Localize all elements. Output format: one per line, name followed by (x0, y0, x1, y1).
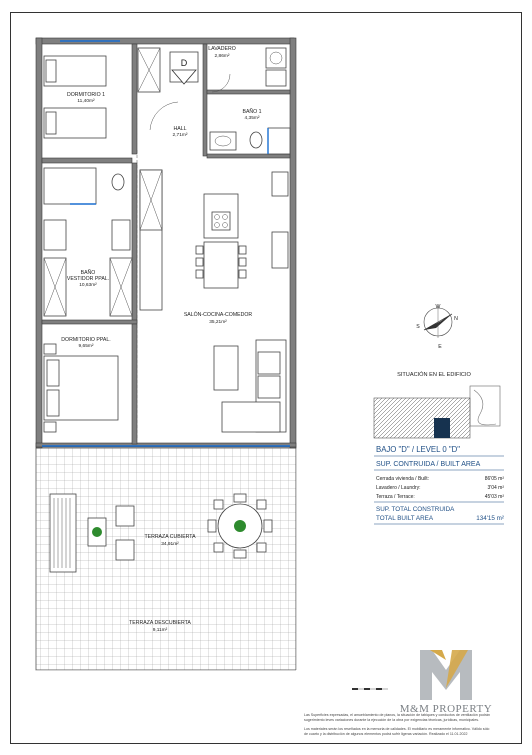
sofa-seat-1 (258, 352, 280, 374)
room-salon-cocina-comedor: SALÓN-COCINA-COMEDOR (183, 312, 253, 318)
total-value: 134'15 m² (476, 515, 504, 522)
sofa-seat-2 (258, 376, 280, 398)
east-cabinet-2 (272, 232, 288, 268)
bath1-shower (268, 128, 290, 154)
total-heading-es: SUP. TOTAL CONSTRUIDA (376, 506, 455, 513)
armchair-1 (116, 506, 134, 526)
site-plan-thumbnail (370, 384, 502, 440)
area-hall: 2,71m² (172, 133, 188, 138)
compass-n: N (454, 316, 458, 322)
area-dormitorio-1: 11,40m² (77, 99, 95, 104)
built-area-heading: SUP. CONTRUIDA / BUILT AREA (376, 461, 481, 468)
disclaimer-line-3: Los materiales serán los reseñados en la memoria de calidades. El mobiliario es meramente informativo. Válido sólo (304, 727, 490, 731)
compass-e: E (438, 344, 442, 350)
room-lavadero: LAVADERO (208, 46, 236, 52)
dining-table (204, 242, 238, 288)
area-terraza-descubierta: 9,11m² (152, 628, 168, 633)
room-bano-1: BAÑO 1 (242, 109, 262, 115)
compass-s: S (416, 324, 420, 330)
bath1-toilet (250, 132, 262, 148)
disclaimer-line-1: Las Superficies expresadas, el amueblamiento de planos, la situación de tabiques y conductos de ventilación podrán (304, 713, 490, 717)
area-dormitorio-pfal: 9,65m² (78, 344, 94, 349)
room-terraza-descubierta: TERRAZA DESCUBIERTA (129, 620, 191, 626)
wall-bathpfal-east (132, 163, 137, 323)
brand-name: M&M PROPERTY (399, 703, 493, 715)
area-salon: 35,21m² (209, 320, 227, 325)
wall-bath1-south (207, 154, 290, 158)
row-1-label: Cerrada vivienda / Built: (376, 476, 430, 482)
wall-master-east (132, 324, 137, 444)
wall-bathpfal-south (42, 320, 137, 324)
area-terraza-cubierta: 34,91m² (161, 542, 179, 547)
wall-dorm1-east (132, 44, 137, 154)
sofa-chaise (222, 402, 280, 432)
east-cabinet-1 (272, 172, 288, 196)
mm-property-logo (420, 650, 472, 700)
disclaimer-line-4: de cuarto y la distribución de algunos elementos podrá sufrir ligeras variación. Realizado el 11.01.2022 (304, 732, 468, 736)
room-terraza-cubierta: TERRAZA CUBIERTA (144, 534, 196, 540)
row-2-label: Lavadero / Laundry: (376, 485, 421, 491)
nightstand-2 (44, 422, 56, 432)
nightstand-1 (44, 344, 56, 354)
pfal-vanity-right (112, 220, 130, 250)
row-1-value: 86'05 m² (484, 476, 504, 482)
room-dormitorio-1: DORMITORIO 1 (67, 92, 105, 98)
compass-icon (424, 306, 452, 338)
pfal-vanity-left (44, 220, 66, 250)
situation-title: SITUACIÓN EN EL EDIFICIO (397, 372, 471, 378)
bed-1a-pillow (46, 60, 56, 82)
coffee-table (214, 346, 238, 390)
west-wall (36, 38, 42, 448)
row-3-value: 45'03 m² (484, 494, 504, 500)
armchair-2 (116, 540, 134, 560)
compass-w: W (435, 304, 441, 310)
bath1-vanity (210, 132, 236, 150)
room-hall: HALL (173, 126, 187, 132)
area-bano-vestidor: 10,63m² (79, 283, 97, 288)
washer (266, 48, 286, 68)
wall-hall-east (203, 44, 207, 156)
area-bano-1: 4,35m² (244, 116, 260, 121)
bed-1b-pillow (46, 112, 56, 134)
master-bed-pillow-1 (47, 360, 59, 386)
pfal-shower (44, 168, 96, 204)
cooktop (212, 212, 230, 230)
row-2-value: 3'04 m² (487, 485, 504, 491)
total-heading-en: TOTAL BUILT AREA (376, 515, 434, 522)
east-wall (290, 38, 296, 448)
master-bed-pillow-2 (47, 390, 59, 416)
disclaimer-line-2: sugerimiento leves variaciones durante la ejecución de la obra por exigencias técnicas, jurídicas, municipales. (304, 718, 479, 722)
pfal-toilet (112, 174, 124, 190)
laundry-sink (266, 70, 286, 86)
level-title: BAJO "D" / LEVEL 0 "D" (376, 445, 461, 454)
room-dormitorio-pfal: DORMITORIO PPAL. (61, 337, 111, 343)
room-vestidor-pfal: VESTIDOR PPAL. (66, 276, 110, 282)
area-lavadero: 2,86m² (214, 54, 230, 59)
row-3-label: Terraza / Terrace: (376, 494, 415, 500)
wall-dorm1-south (42, 158, 132, 163)
scale-bar (352, 688, 388, 690)
entry-letter: D (180, 58, 188, 68)
room-bano-label: BAÑO (80, 270, 96, 276)
